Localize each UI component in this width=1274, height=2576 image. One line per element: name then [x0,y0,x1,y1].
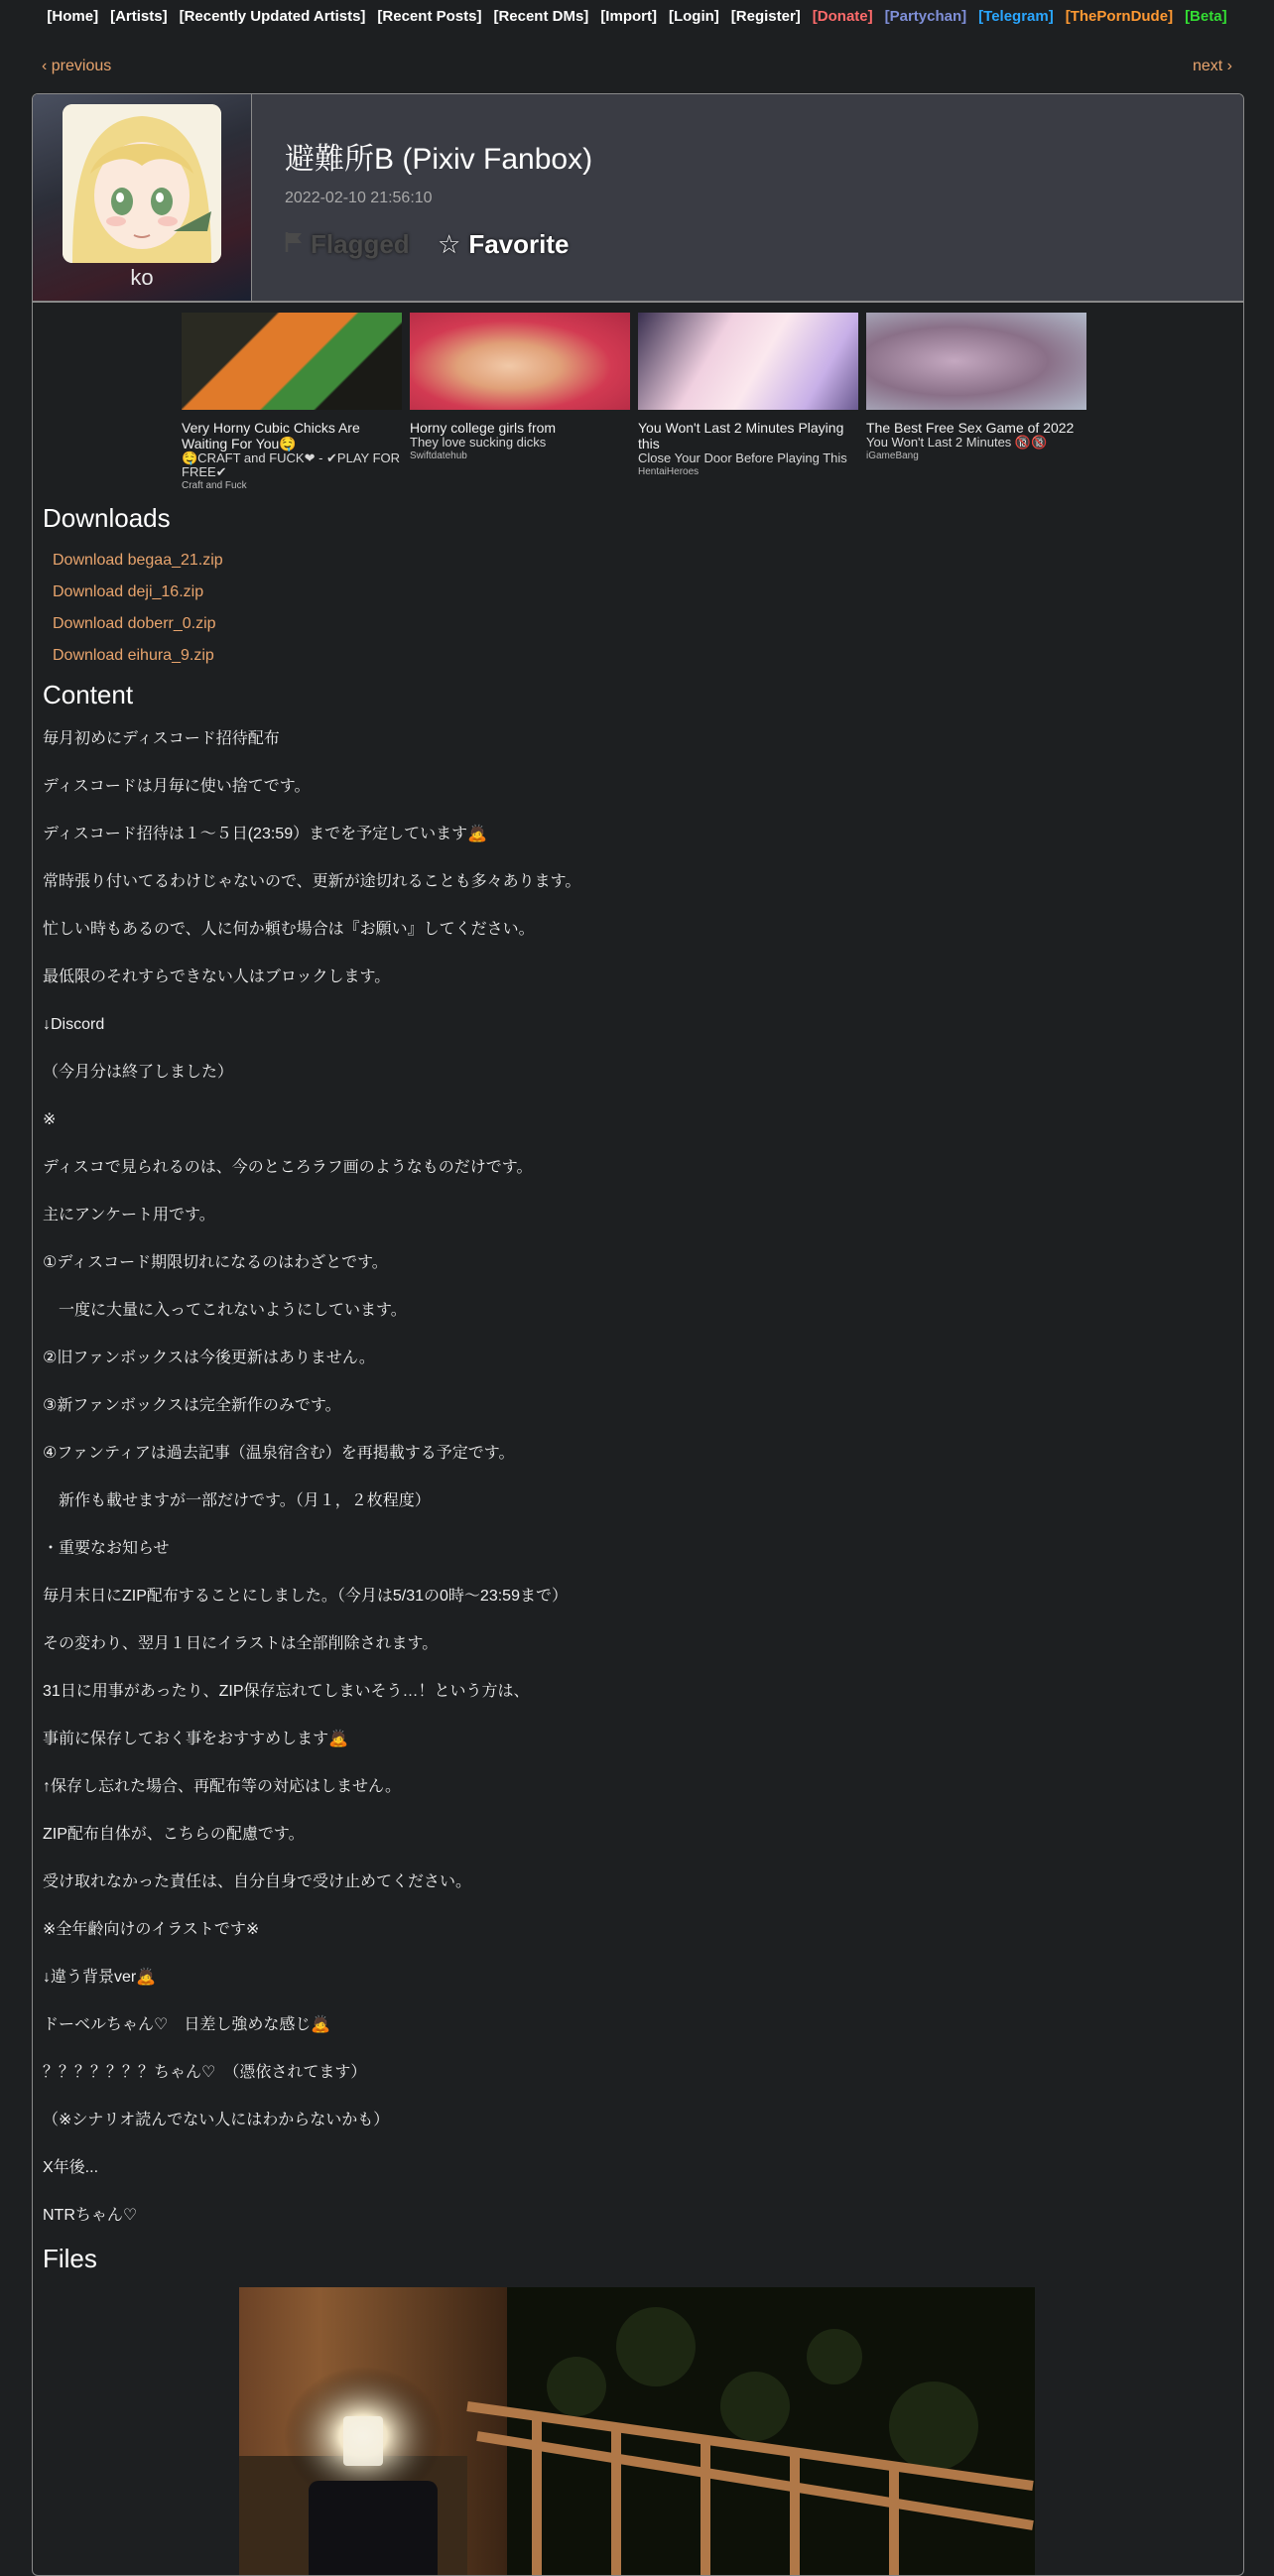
ad-1-thumbnail[interactable] [182,313,402,410]
post-card [32,93,1244,2576]
artist-name[interactable]: ko [130,265,154,290]
ad-3-thumbnail[interactable] [638,313,858,410]
content-paragraph: 一度に大量に入ってこれないようにしています。 [43,1302,407,1319]
post-date: 2022-02-10 21:56:10 [285,190,433,206]
post-header [33,94,1243,303]
ad-source: HentaiHeroes [638,466,700,477]
favorite-label: Favorite [468,229,570,259]
content-heading: Content [43,680,134,709]
content-paragraph: 常時張り付いてるわけじゃないので、更新が途切れることも多々あります。 [43,873,581,890]
download-link[interactable]: Download eihura_9.zip [53,647,214,664]
ad-2-thumbnail[interactable] [410,313,630,410]
nav-link[interactable]: [Telegram] [978,8,1054,25]
content-paragraph: 31日に用事があったり、ZIP保存忘れてしまいそう…！という方は、 [43,1683,530,1700]
nav-link[interactable]: [Recently Updated Artists] [179,8,366,25]
content-paragraph: 主にアンケート用です。 [43,1207,215,1224]
post-content [43,729,1213,2254]
file-image[interactable] [239,2287,1035,2576]
avatar-illustration [63,104,221,263]
nav-link[interactable]: [Artists] [110,8,168,25]
download-link[interactable]: Download doberr_0.zip [53,615,216,632]
ad-1[interactable] [182,313,402,492]
ad-title[interactable]: Very Horny Cubic Chicks Are Waiting For You🤤 [182,420,360,451]
content-paragraph: （今月分は終了しました） [43,1064,234,1081]
nav-link[interactable]: [Partychan] [884,8,967,25]
nav-link[interactable]: [Register] [730,8,801,25]
download-link[interactable]: Download deji_16.zip [53,583,204,600]
content-paragraph: 事前に保存しておく事をおすすめします🙇 [43,1731,349,1747]
content-paragraph: 忙しい時もあるので、人に何か頼む場合は『お願い』してください。 [43,921,535,938]
nav-link[interactable]: [Recent Posts] [377,8,482,25]
content-paragraph: 受け取れなかった責任は、自分自身で受け止めてください。 [43,1873,472,1890]
ad-title[interactable]: You Won't Last 2 Minutes Playing this [638,420,844,451]
content-paragraph: ※ [43,1111,57,1128]
ad-4[interactable] [866,313,1086,462]
post-title: 避難所B (Pixiv Fanbox) [285,143,593,176]
content-paragraph: X年後... [43,2159,99,2176]
ad-3[interactable] [638,313,858,478]
nav-link[interactable]: [Login] [668,8,719,25]
nav-link[interactable]: [Recent DMs] [493,8,589,25]
content-paragraph: その変わり、翌月１日にイラストは全部削除されます。 [43,1635,439,1652]
nav-link[interactable]: [ThePornDude] [1065,8,1174,25]
nav-link[interactable]: [Import] [600,8,657,25]
content-paragraph: ②旧ファンボックスは今後更新はありません。 [43,1350,375,1366]
ad-subtitle: Close Your Door Before Playing This [638,451,847,465]
ad-2[interactable] [410,313,630,462]
artist-avatar[interactable] [63,104,221,263]
ad-source: Swiftdatehub [410,451,467,461]
ad-title[interactable]: The Best Free Sex Game of 2022 [866,420,1075,436]
downloads-heading: Downloads [43,503,171,533]
next-link[interactable]: next › [1192,58,1232,74]
nav-link[interactable]: [Donate] [812,8,873,25]
content-paragraph: ①ディスコード期限切れになるのはわざとです。 [43,1254,388,1271]
content-paragraph: ドーベルちゃん♡ 日差し強めな感じ🙇 [43,2016,331,2033]
content-paragraph: （※シナリオ読んでない人にはわからないかも） [43,2112,390,2128]
content-paragraph: 毎月末日にZIP配布することにしました。（今月は5/31の0時～23:59まで） [43,1588,568,1605]
content-paragraph: ・重要なお知らせ [43,1540,170,1557]
pager [42,58,1232,77]
content-paragraph: ④ファンティアは過去記事（温泉宿含む）を再掲載する予定です。 [43,1445,515,1462]
nav-link[interactable]: [Home] [47,8,99,25]
content-paragraph: ③新ファンボックスは完全新作のみです。 [43,1397,341,1414]
previous-link[interactable]: ‹ previous [42,58,112,74]
content-paragraph: NTRちゃん♡ [43,2207,138,2224]
content-paragraph: 毎月初めにディスコード招待配布 [43,730,280,747]
download-link[interactable]: Download begaa_21.zip [53,552,223,569]
ad-subtitle: 🤤CRAFT and FUCK❤ - ✔PLAY FOR FREE✔ [182,451,401,479]
content-paragraph: 新作も載せますが一部だけです。（月１，２枚程度） [43,1492,431,1509]
ad-strip [182,313,1094,511]
content-paragraph: ？？？？？？？ちゃん♡ （憑依されてます） [43,2064,367,2081]
ad-source: Craft and Fuck [182,480,247,491]
ad-title[interactable]: Horny college girls from [410,420,557,436]
ad-4-thumbnail[interactable] [866,313,1086,410]
nav-link[interactable]: [Beta] [1185,8,1227,25]
content-paragraph: ディスコで見られるのは、今のところラフ画のようなものだけです。 [43,1159,533,1176]
ad-source: iGameBang [866,451,919,461]
content-paragraph: ディスコード招待は１～５日(23:59）までを予定しています🙇 [43,826,488,842]
content-paragraph: ディスコードは月毎に使い捨てです。 [43,778,311,795]
ad-subtitle: You Won't Last 2 Minutes 🔞🔞 [866,435,1048,450]
flagged-label: Flagged [311,229,410,259]
flagged-button[interactable] [285,229,410,260]
content-paragraph: ↓Discord [43,1016,105,1033]
content-paragraph: ※全年齢向けのイラストです※ [43,1921,260,1938]
content-paragraph: ZIP配布自体が、こちらの配慮です。 [43,1826,305,1843]
content-paragraph: 最低限のそれすらできない人はブロックします。 [43,968,391,985]
ad-subtitle: They love sucking dicks [410,435,547,450]
top-nav [0,8,1274,25]
downloads-list [53,545,223,672]
flag-icon [285,229,305,260]
favorite-button[interactable] [438,229,569,260]
files-heading: Files [43,2244,97,2273]
content-paragraph: ↓違う背景ver🙇 [43,1969,157,1986]
artist-panel[interactable] [33,94,252,301]
content-paragraph: ↑保存し忘れた場合、再配布等の対応はしません。 [43,1778,401,1795]
star-icon: ☆ [438,229,461,259]
file-image-illustration [239,2287,1035,2576]
